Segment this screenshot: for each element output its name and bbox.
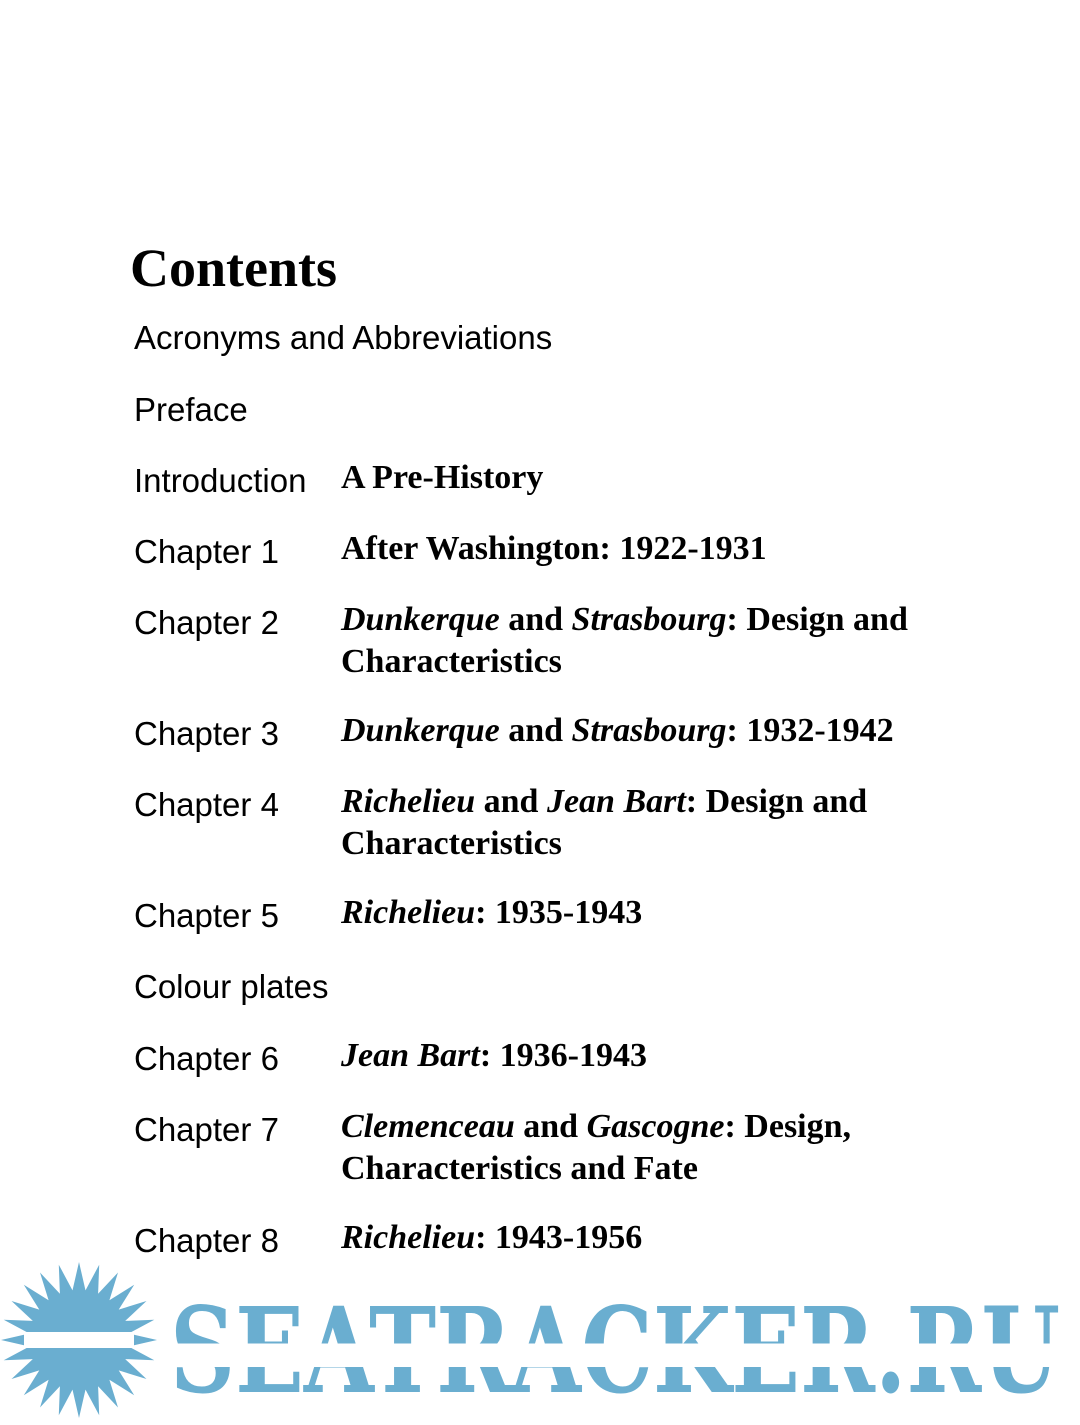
toc-entry-label: Introduction <box>134 462 307 499</box>
ship-name: Clemenceau <box>341 1108 515 1145</box>
page-title: Contents <box>130 238 338 298</box>
title-text: : 1943-1956 <box>475 1219 643 1256</box>
toc-entry-title <box>341 710 941 752</box>
title-text: After Washington: 1922-1931 <box>341 530 767 567</box>
ship-name: Richelieu <box>341 1219 476 1256</box>
sun-icon <box>1 1262 157 1418</box>
title-text: A Pre-History <box>341 459 544 496</box>
ship-name: Strasbourg <box>571 712 727 749</box>
watermark-text: SEATRACKER.RU <box>170 1281 1060 1420</box>
toc-entry-title <box>341 1106 941 1190</box>
title-text: and <box>514 1108 587 1145</box>
toc-entry-title <box>341 528 941 570</box>
ship-name: Gascogne <box>586 1108 725 1145</box>
title-text: : 1932-1942 <box>726 712 894 749</box>
toc-entry-label: Chapter 5 <box>134 897 279 934</box>
ship-name: Jean Bart <box>546 783 686 820</box>
toc-entry-title <box>341 457 941 499</box>
title-text: and <box>499 601 572 638</box>
title-text: : 1935-1943 <box>475 894 643 931</box>
title-text: and <box>475 783 547 820</box>
ship-name: Richelieu <box>341 894 476 931</box>
toc-entry-label: Chapter 3 <box>134 715 279 752</box>
toc-entry-label: Chapter 4 <box>134 786 279 823</box>
toc-entry-title <box>341 599 941 683</box>
toc-entry-label: Chapter 2 <box>134 604 279 641</box>
ship-name: Strasbourg <box>571 601 727 638</box>
title-text: : Design and Characteristics <box>341 601 908 680</box>
toc-entry-title <box>341 892 941 934</box>
toc-entry-label: Chapter 8 <box>134 1222 279 1259</box>
toc-entry-label: Chapter 6 <box>134 1040 279 1077</box>
toc-entry-title <box>341 1217 941 1259</box>
title-text: : Design, Characteristics and Fate <box>341 1108 852 1187</box>
toc-entry-title <box>341 1035 941 1077</box>
toc-entry-label: Chapter 1 <box>134 533 279 570</box>
toc-entry-label: Acronyms and Abbreviations <box>134 319 553 356</box>
toc-entry-title <box>341 781 941 865</box>
title-text: and <box>499 712 572 749</box>
toc-entry-label: Colour plates <box>134 968 329 1005</box>
ship-name: Jean Bart <box>341 1037 480 1074</box>
ship-name: Dunkerque <box>341 601 500 638</box>
ship-name: Richelieu <box>341 783 476 820</box>
title-text: : 1936-1943 <box>479 1037 648 1074</box>
watermark-logo <box>0 1262 1080 1425</box>
toc-entry-label: Preface <box>134 391 248 428</box>
ship-name: Dunkerque <box>341 712 500 749</box>
title-text: : Design and Characteristics <box>341 783 868 862</box>
toc-entry-label: Chapter 7 <box>134 1111 279 1148</box>
